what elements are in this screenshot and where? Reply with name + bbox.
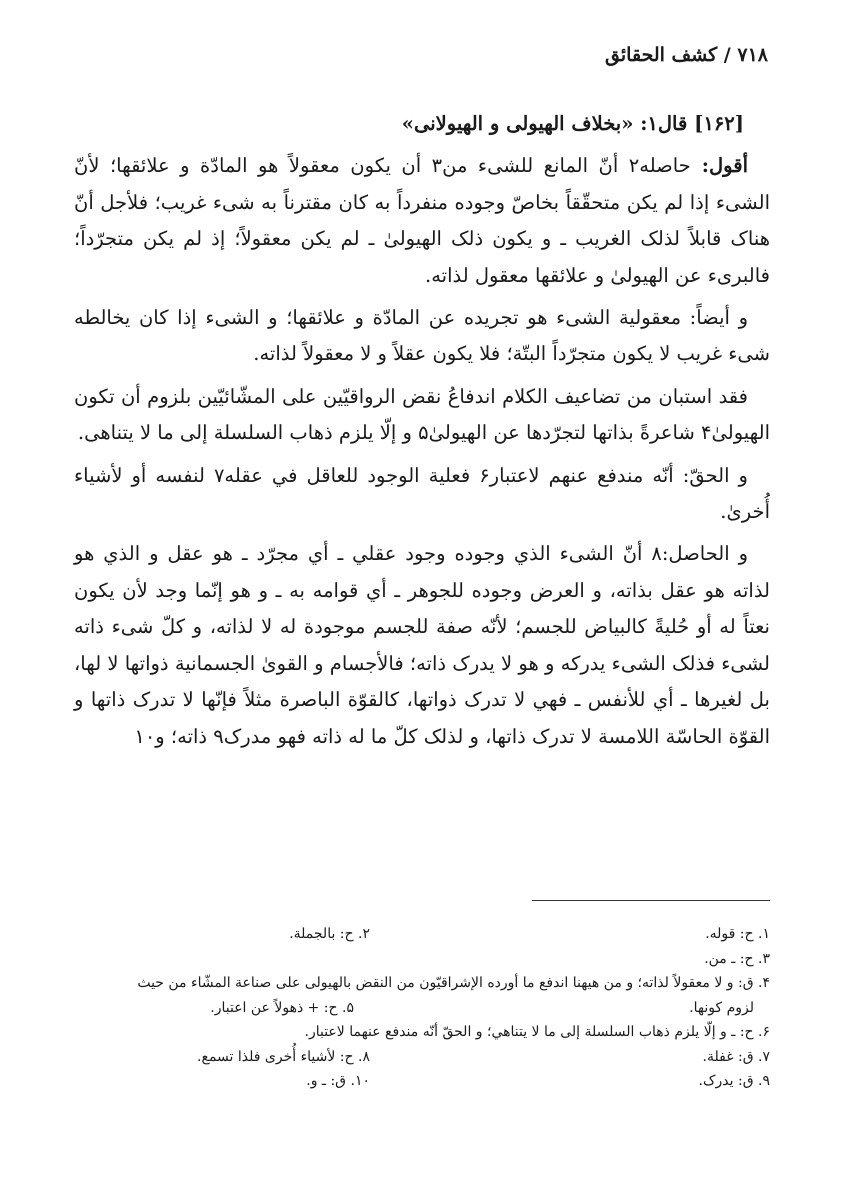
footnote: ۲. ح: بالجملة. [289,926,370,942]
paragraph: أقول: حاصله۲ أنّ المانع للشیء من۳ أن یکون معقولاً هو المادّة و علائقها؛ لأنّ الشیء إذا لم یکن متحقّقاً بخاصّ وجوده منفرداً به کان مقترناً به شیء غریب؛ فلأجل أنّ هناک قابلاً لذلک الغریب ـ و یکون ذلک الهیولیٰ ـ لم یکن معقولاً؛ إذ لم یکن متجرّداً؛ فالبریء عن الهیولیٰ و علائقها معقول لذاته. [74,154,770,287]
footnote: ۷. ق: غفلة. [702,1048,770,1065]
footnote-divider [532,900,770,901]
footnote-row [74,922,770,947]
paragraph: و أیضاً: معقولیة الشیء هو تجریده عن المادّة و علائقها؛ و الشیء إذا کان یخالطه شیء غریب لا یکون متجرّداً البتّة؛ فلا یکون عقلاً و لا معقولاً لذاته. [74,306,770,366]
footnote-row [74,996,770,1021]
footnote: ۱۰. ق: ـ و. [306,1073,370,1089]
page-header: ۷۱۸ / کشف الحقائق [605,44,768,66]
footnote: ۸. ح: لأشیاء أُخری فلذا تسمع. [197,1048,370,1065]
footnotes [74,922,770,1094]
footnote: ۳. ح: ـ من. [704,950,770,967]
footnote-row [74,1045,770,1070]
paragraph: و الحاصل:۸ أنّ الشیء الذي وجوده وجود عقلي ـ أي مجرّد ـ هو عقل و الذي هو لذاته هو عقل بذاته، و العرض وجوده للجوهر ـ أي قوامه به ـ و هو إنّما وجد لأن یکون نعتاً له أو حُلیةً کالبیاض للجسم؛ لأنّه صفة للجسم موجودة له لا لذاته، و کلّ شیء ذاته لشیء فذلک الشیء یدرکه و هو لا یدرک ذاته؛ فالأجسام و القویٰ الجسمانیة ذواتها لا لها، بل لغیرها ـ أي للأنفس ـ فهي لا تدرک ذواتها، کالقوّة الباصرة مثلاً فإنّها لا تدرک ذاتها و القوّة الحاسّة اللامسة لا تدرک ذاتها، و لذلک کلّ ما له ذاته فهو مدرک۹ ذاته؛ و۱۰ [74,542,770,748]
body-text [74,106,770,761]
lead-word: أقول: [690,154,748,178]
footnote: لزوم کونها. [689,999,754,1016]
paragraph: و الحقّ: أنّه مندفع عنهم لاعتبار۶ فعلیة الوجود للعاقل في عقله۷ لنفسه أو لأشیاء أُخریٰ. [74,463,770,524]
section-heading: [۱۶۲] قال۱: «بخلاف الهیولی و الهیولانی» [401,112,744,135]
paragraph: فقد استبان من تضاعیف الکلام اندفاعُ نقض الرواقیّین علی المشّائیّین بلزوم أن تکون الهیولیٰ۴ شاعرةً بذاتها لتجرّدها عن الهیولیٰ۵ و إلّا یلزم ذهاب السلسلة إلی ما لا یتناهی. [74,384,770,445]
footnote: ۱. ح: قوله. [705,926,770,942]
footnote: ۴. ق: و لا معقولاً لذاته؛ و من هیهنا اندفع ما أورده الإشراقیّون من النقض بالهیولی علی صناعة المشّاء من حیث [137,975,770,991]
footnote: ۶. ح: ـ و إلّا یلزم ذهاب السلسلة إلی ما لا یتناهي؛ و الحقّ أنّه مندفع عنهما لاعتبار. [304,1024,770,1040]
footnote: ۹. ق: یدرک. [698,1073,770,1089]
footnote-row [74,947,770,972]
footnote-row [74,1069,770,1094]
footnote: ۵. ح: + ذهولاً عن اعتبار. [210,999,354,1016]
footnote-row [74,971,770,996]
footnote-row [74,1020,770,1045]
